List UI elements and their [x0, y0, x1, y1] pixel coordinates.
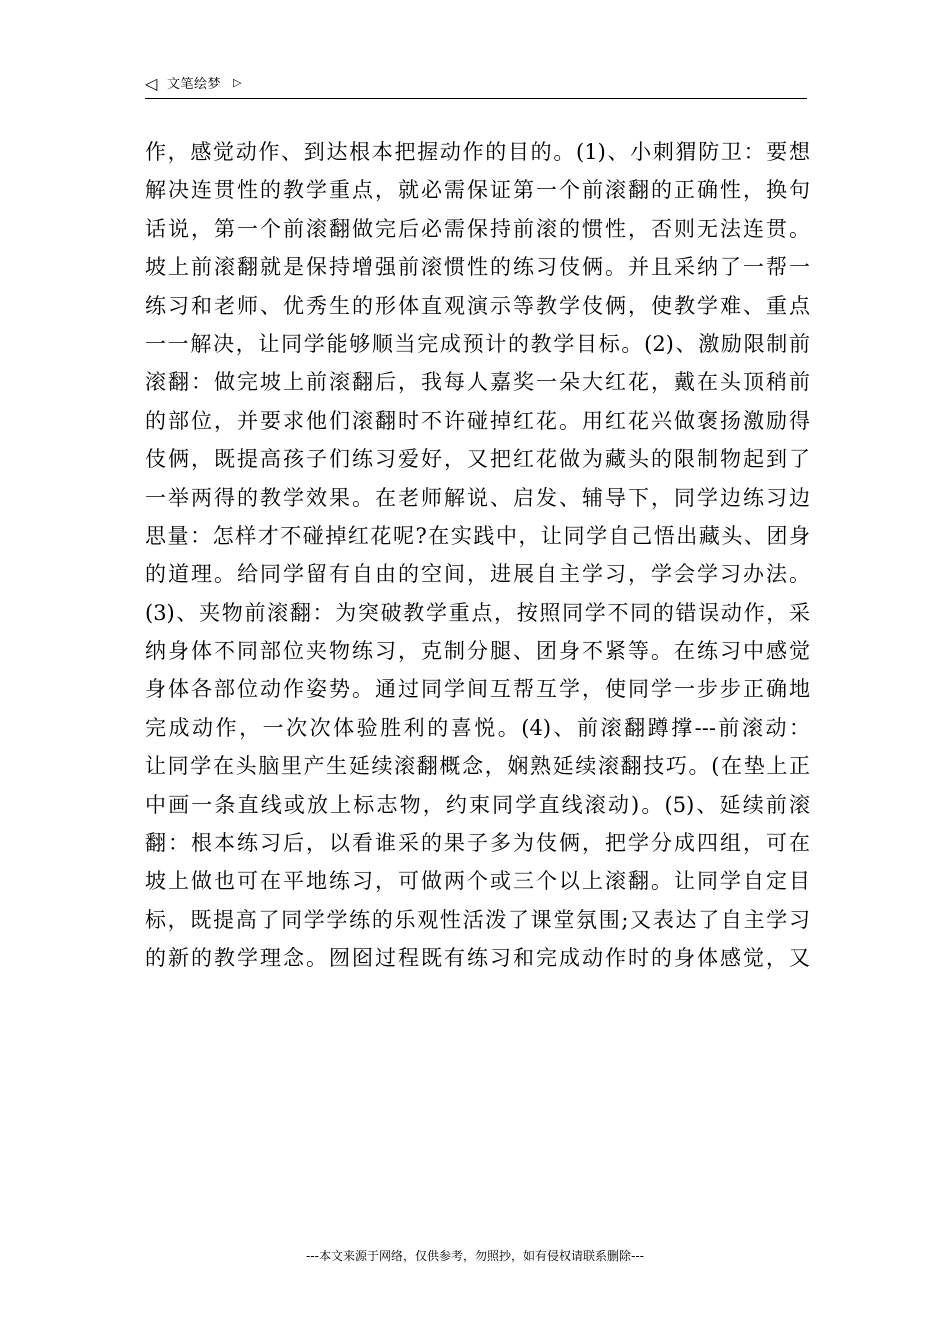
text-line: 解决连贯性的教学重点，就必需保证第一个前滚翻的正确性，换句: [145, 178, 810, 203]
text-line: 纳身体不同部位夹物练习，克制分腿、团身不紧等。在练习中感觉: [145, 639, 810, 664]
page-header: [145, 72, 807, 99]
left-triangle-icon: ◁: [145, 74, 158, 93]
text-line: 伎俩，既提高孩子们练习爱好，又把红花做为藏头的限制物起到了: [145, 447, 810, 472]
text-line: 中画一条直线或放上标志物，约束同学直线滚动)。(5)、延续前滚: [145, 792, 810, 817]
text-line: 的部位，并要求他们滚翻时不许碰掉红花。用红花兴做褒扬激励得: [145, 408, 810, 433]
text-line: 滚翻：做完坡上前滚翻后，我每人嘉奖一朵大红花，戴在头顶稍前: [145, 370, 810, 395]
text-line: 坡上前滚翻就是保持增强前滚惯性的练习伎俩。并且采纳了一帮一: [145, 255, 810, 280]
text-line: 一举两得的教学效果。在老师解说、启发、辅导下，同学边练习边: [145, 485, 810, 510]
body-text: [145, 133, 810, 978]
text-line: 完成动作，一次次体验胜利的喜悦。(4)、前滚翻蹲撑---前滚动：: [145, 715, 810, 740]
text-line: 翻：根本练习后，以看谁采的果子多为伎俩，把学分成四组，可在: [145, 831, 810, 856]
right-triangle-icon: ▷: [233, 76, 242, 89]
text-line: 作，感觉动作、到达根本把握动作的目的。(1)、小刺猬防卫：要想: [145, 140, 810, 164]
text-line: (3)、夹物前滚翻：为突破教学重点，按照同学不同的错误动作，采: [145, 600, 810, 625]
text-line: 坡上做也可在平地练习，可做两个或三个以上滚翻。让同学自定目: [145, 869, 810, 894]
text-line: 话说，第一个前滚翻做完后必需保持前滚的惯性，否则无法连贯。: [145, 216, 810, 241]
header-brand: 文笔绘梦: [167, 77, 222, 92]
text-line: 的道理。给同学留有自由的空间，进展自主学习，学会学习办法。: [145, 562, 810, 587]
text-line: 标，既提高了同学学练的乐观性活泼了课堂氛围;又表达了自主学习: [145, 907, 810, 932]
text-line: 身体各部位动作姿势。通过同学间互帮互学，使同学一步步正确地: [145, 677, 810, 702]
text-line: 的新的教学理念。囫囵过程既有练习和完成动作时的身体感觉，又: [145, 946, 810, 971]
text-line: 让同学在头脑里产生延续滚翻概念，娴熟延续滚翻技巧。(在垫上正: [145, 754, 810, 779]
text-line: 一一解决，让同学能够顺当完成预计的教学目标。(2)、激励限制前: [145, 331, 810, 356]
text-line: 练习和老师、优秀生的形体直观演示等教学伎俩，使教学难、重点: [145, 293, 810, 318]
text-line: 思量：怎样才不碰掉红花呢?在实践中，让同学自己悟出藏头、团身: [145, 523, 810, 548]
footer-disclaimer: ---本文来源于网络，仅供参考，勿照抄，如有侵权请联系删除---: [306, 1249, 644, 1263]
